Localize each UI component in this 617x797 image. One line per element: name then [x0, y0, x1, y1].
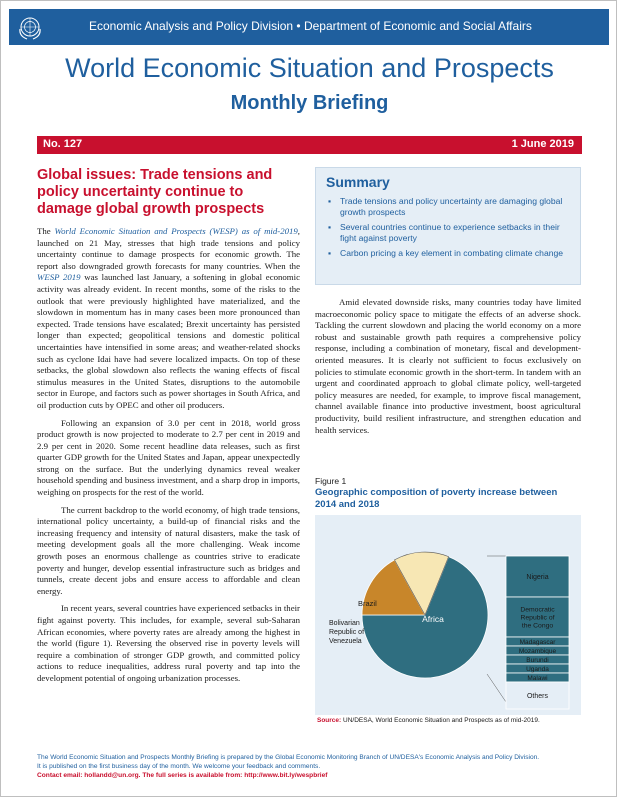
breakdown-label: Burundi — [526, 657, 549, 664]
article-body-right — [315, 297, 581, 442]
chart-source — [317, 717, 540, 724]
publication-title: World Economic Situation and Prospects — [65, 53, 554, 83]
footer-line-2: It is published on the first business day of the month. We welcome your feedback and comments. — [37, 763, 321, 770]
pie-label-africa: Africa — [422, 614, 444, 624]
source-text: UN/DESA, World Economic Situation and Prospects as of mid-2019. — [343, 717, 540, 724]
figure-label: Figure 1 — [315, 476, 347, 486]
header-bar — [9, 9, 609, 45]
issue-date: 1 June 2019 — [511, 138, 574, 150]
summary-box — [315, 167, 581, 285]
paragraph-5: Amid elevated downside risks, many countries today have limited macroeconomic policy space to mitigate the effects of an adverse shock. Tackling the current slowdown and placing the world economy on a more robust and sustainable growth path requires a comprehensive policy response, including a combination of monetary, fiscal and development-oriented measures. It is clearly not sufficient to focus exclusively on policies to stimulate economic growth in the short-term. In tandem with an urgent and coordinated approach to global climate policy, well-targeted policy measures are needed, for example, to improve fiscal management, channel available finance into productive investment, boost agricultural productivity, build resilient infrastructure, and strengthen education and health services. — [315, 297, 581, 435]
un-emblem-icon — [15, 12, 45, 42]
paragraph-2: Following an expansion of 3.0 per cent in 2018, world gross product growth is now projected to moderate to 2.7 per cent in 2019 and 2.9 per cent in 2020. Some recent headline data releases, such as first quarter GDP growth for the United States and Japan, appear unexpectedly strong on the surface. But the underlying dynamics reveal weaker household spending and business investment, and a sharp drop in imports, weighing on prospects for the rest of the world. — [37, 417, 300, 498]
pie-label-brazil: Brazil — [358, 599, 377, 608]
p1-mid: , launched on 21 May, stresses that high trade tensions and policy uncertainty continue to damage prospects for economic growth. The report also downgraded growth forecasts for many countries. When the — [37, 226, 300, 271]
paragraph-4: In recent years, several countries have experienced setbacks in their fight against poverty. This includes, for example, several sub-Saharan African economies, where poverty rates are already among the highest in the world (figure 1). Reversing the observed rise in poverty levels will require a combination of stronger GDP growth, and committed policy actions to reduce inequalities, address rural poverty and tap into the development potential of ongoing urbanization processes. — [37, 603, 300, 683]
footer — [37, 753, 597, 780]
paragraph-1 — [37, 226, 300, 412]
source-label: Source: — [317, 717, 342, 724]
footer-line-1: The World Economic Situation and Prospects Monthly Briefing is prepared by the Global Economic Monitoring Branch of UN/DESA's Economic Analysis and Policy Division. — [37, 754, 540, 761]
wesp-2019-link[interactable]: WESP 2019 — [37, 272, 81, 283]
summary-item: ▪ Several countries continue to experience setbacks in their fight against poverty — [326, 222, 570, 244]
breakdown-label: Uganda — [526, 666, 549, 673]
p1-pre: The — [37, 226, 55, 236]
summary-item: ▪ Carbon pricing a key element in combating climate change — [326, 248, 570, 259]
breakdown-label: Mozambique — [518, 648, 557, 655]
poverty-pie-chart — [315, 515, 581, 715]
summary-title: Summary — [326, 174, 390, 190]
article-body-left — [37, 226, 300, 685]
publication-subtitle: Monthly Briefing — [230, 92, 389, 114]
article-title: Global issues: Trade tensions and policy uncertainty continue to damage global growth prospects — [37, 167, 273, 217]
division-line: Economic Analysis and Policy Division • Department of Economic and Social Affairs — [89, 19, 532, 33]
breakdown-label: Others — [526, 693, 549, 700]
issue-bar — [37, 136, 582, 154]
issue-number: No. 127 — [43, 138, 83, 150]
summary-list — [326, 196, 570, 259]
africa-breakdown-bar — [506, 556, 569, 709]
breakdown-label: Nigeria — [526, 574, 549, 581]
summary-item: ▪ Trade tensions and policy uncertainty are damaging global growth prospects — [326, 196, 570, 218]
figure-title: Geographic composition of poverty increase between 2014 and 2018 — [315, 487, 558, 510]
wesp-link[interactable]: World Economic Situation and Prospects (WESP) as of mid-2019 — [54, 226, 298, 236]
left-column — [37, 167, 300, 691]
paragraph-3: The current backdrop to the world economy, of high trade tensions, international policy uncertainty, a build-up of financial risks and the increasing frequency and intensity of natural disasters, make the task of meeting development goals all the more challenging. Weak income growth poses an enormous challenge as countries strive to eradicate poverty and hunger, develop essential infrastructure such as bridges and tunnels, create decent jobs and ensure access to affordable and clean energy. — [37, 504, 300, 596]
breakdown-label: Democratic Republic of the Congo — [520, 606, 555, 630]
breakdown-label: Madagascar — [519, 639, 556, 646]
footer-contact[interactable]: Contact email: hollandd@un.org. The full series is available from: http://www.bit.ly/wespbrief — [37, 772, 328, 779]
breakdown-label: Malawi — [527, 675, 548, 682]
pie-label-venezuela: Bolivarian Republic of Venezuela — [329, 620, 365, 645]
p1-rest: was launched last January, a softening in global economic activity was already evident. In recent months, some of the risks to the outlook that were previously highlighted have materialized, and the slowdown in momentum has in many cases been more pronounced than expected. Trade tensions have escalated; Brexit uncertainty has persisted longer than expected; geopolitical tensions and domestic political uncertainties have intensified in some areas; and weather-related shocks such as cyclone Idai have had severe localized impacts. On top of these setbacks, the global slowdown also reflects the waning effects of fiscal stimulus measures in the United States, disruptions to the automobile sector in Europe, and factors such as power shortages in South Africa, and oil production cuts by OPEC and other oil producers. — [37, 272, 300, 410]
